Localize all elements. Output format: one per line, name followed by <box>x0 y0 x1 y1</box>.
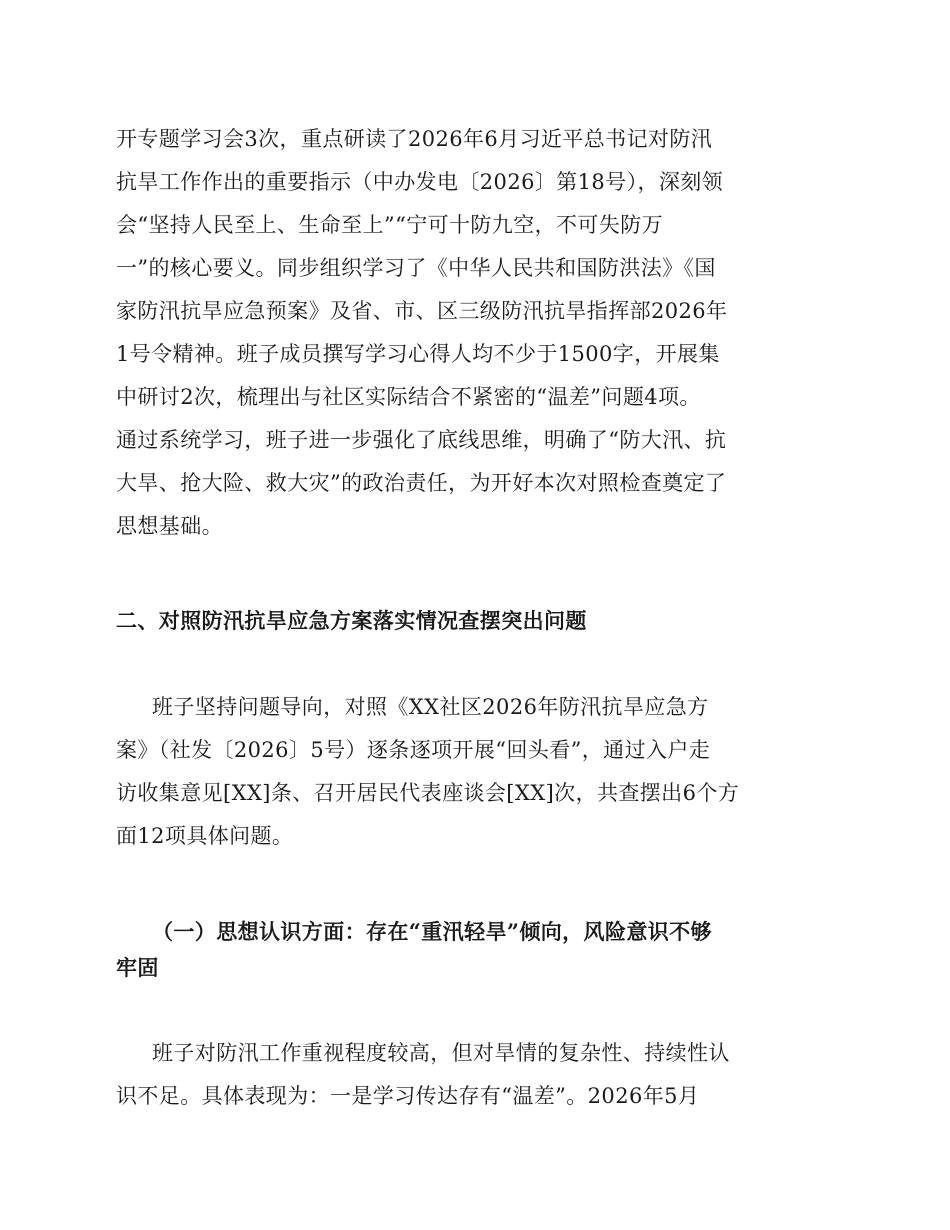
text-line: 一”的核心要义。同步组织学习了《中华人民共和国防洪法》《国 <box>116 256 716 280</box>
subsection-heading-continuation: 牢固 <box>116 955 159 980</box>
section-heading: 二、对照防汛抗旱应急方案落实情况查摆突出问题 <box>116 609 587 633</box>
text-line: 班子坚持问题导向，对照《XX社区2026年防汛抗旱应急方 <box>152 695 709 719</box>
text-line: 会“坚持人民至上、生命至上”“宁可十防九空，不可失防万 <box>116 213 664 237</box>
text-line: 思想基础。 <box>116 514 223 538</box>
text-line: 通过系统学习，班子进一步强化了底线思维，明确了“防大汛、抗 <box>116 428 727 452</box>
subsection-heading: （一）思想认识方面：存在“重汛轻旱”倾向，风险意识不够 <box>152 919 712 944</box>
text-line: 1号令精神。班子成员撰写学习心得人均不少于1500字，开展集 <box>116 342 720 366</box>
text-line: 开专题学习会3次，重点研读了2026年6月习近平总书记对防汛 <box>116 127 713 151</box>
text-line: 班子对防汛工作重视程度较高，但对旱情的复杂性、持续性认 <box>152 1041 730 1065</box>
text-line: 家防汛抗旱应急预案》及省、市、区三级防汛抗旱指挥部2026年 <box>116 299 728 323</box>
text-line: 抗旱工作作出的重要指示（中办发电〔2026〕第18号），深刻领 <box>116 170 724 194</box>
text-line: 中研讨2次，梳理出与社区实际结合不紧密的“温差”问题4项。 <box>116 385 701 409</box>
text-line: 大旱、抢大险、救大灾”的政治责任，为开好本次对照检查奠定了 <box>116 471 727 495</box>
text-line: 识不足。具体表现为：一是学习传达存有“温差”。2026年5月 <box>116 1084 700 1108</box>
text-line: 案》（社发〔2026〕5号）逐条逐项开展“回头看”，通过入户走 <box>116 738 711 762</box>
text-line: 面12项具体问题。 <box>116 824 294 848</box>
text-line: 访收集意见[XX]条、召开居民代表座谈会[XX]次，共查摆出6个方 <box>116 781 740 805</box>
